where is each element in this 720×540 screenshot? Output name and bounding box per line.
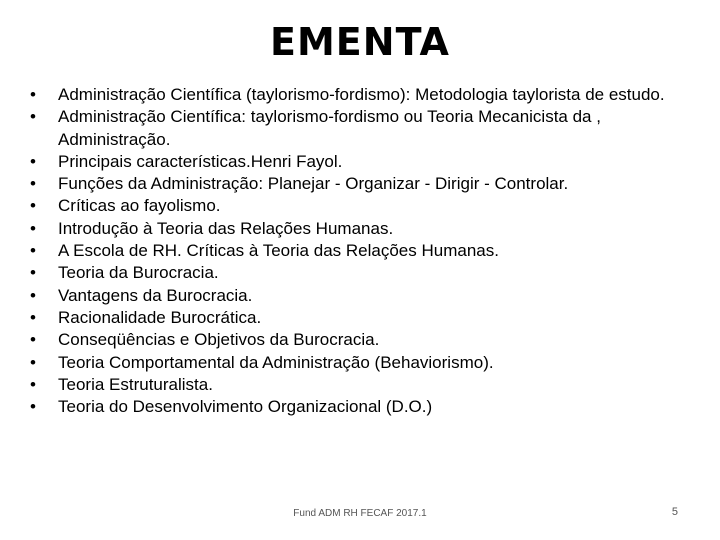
list-item-text: Racionalidade Burocrática. (58, 307, 262, 327)
bullet-icon: • (30, 397, 36, 417)
list-item (30, 307, 710, 329)
list-item (30, 352, 710, 374)
bullet-icon: • (30, 174, 36, 194)
list-item-text: Teoria do Desenvolvimento Organizacional (D.O.) (58, 397, 433, 417)
bullet-icon: • (30, 263, 36, 283)
list-item-text: Conseqüências e Objetivos da Burocracia. (58, 330, 380, 350)
bullet-icon: • (30, 218, 36, 238)
list-item-text: Funções da Administração: Planejar - Organizar - Dirigir - Controlar. (58, 174, 569, 194)
list-item (30, 218, 710, 240)
list-item (30, 285, 710, 307)
bullet-icon: • (30, 307, 36, 327)
bullet-icon: • (30, 330, 36, 350)
list-item-text: Principais características.Henri Fayol. (58, 151, 343, 171)
list-item-text: Críticas ao fayolismo. (58, 196, 221, 216)
bullet-icon: • (30, 85, 36, 104)
list-item (30, 329, 710, 351)
bullet-icon: • (30, 374, 36, 394)
list-item-text: Teoria Estruturalista. (58, 374, 213, 394)
list-item (30, 396, 710, 418)
list-item-text: Teoria da Burocracia. (58, 263, 219, 283)
list-item-text: Administração Científica: taylorismo-fordismo ou Teoria Mecanicista da , Administração. (58, 107, 601, 149)
bullet-icon: • (30, 241, 36, 261)
slide-footer: Fund ADM RH FECAF 2017.1 (293, 508, 427, 519)
list-item (30, 374, 710, 396)
list-item-text: Teoria Comportamental da Administração (Behaviorismo). (58, 352, 494, 372)
page-number: 5 (671, 506, 678, 518)
list-item-text: Vantagens da Burocracia. (58, 285, 253, 305)
bullet-icon: • (30, 196, 36, 216)
list-item (30, 151, 710, 173)
list-item-text: Administração Científica (taylorismo-fordismo): Metodologia taylorista de estudo. (58, 85, 665, 104)
bullet-list (30, 84, 710, 418)
list-item (30, 173, 710, 195)
list-item-text: Introdução à Teoria das Relações Humanas. (58, 218, 394, 238)
bullet-icon: • (30, 352, 36, 372)
bullet-icon: • (30, 285, 36, 305)
list-item (30, 262, 710, 284)
list-item (30, 84, 710, 106)
bullet-icon: • (30, 151, 36, 171)
list-item-text: A Escola de RH. Críticas à Teoria das Relações Humanas. (58, 241, 499, 261)
bullet-icon: • (30, 107, 36, 127)
list-item (30, 195, 710, 217)
slide-title: EMENTA (270, 20, 450, 64)
list-item (30, 106, 710, 151)
list-item (30, 240, 710, 262)
